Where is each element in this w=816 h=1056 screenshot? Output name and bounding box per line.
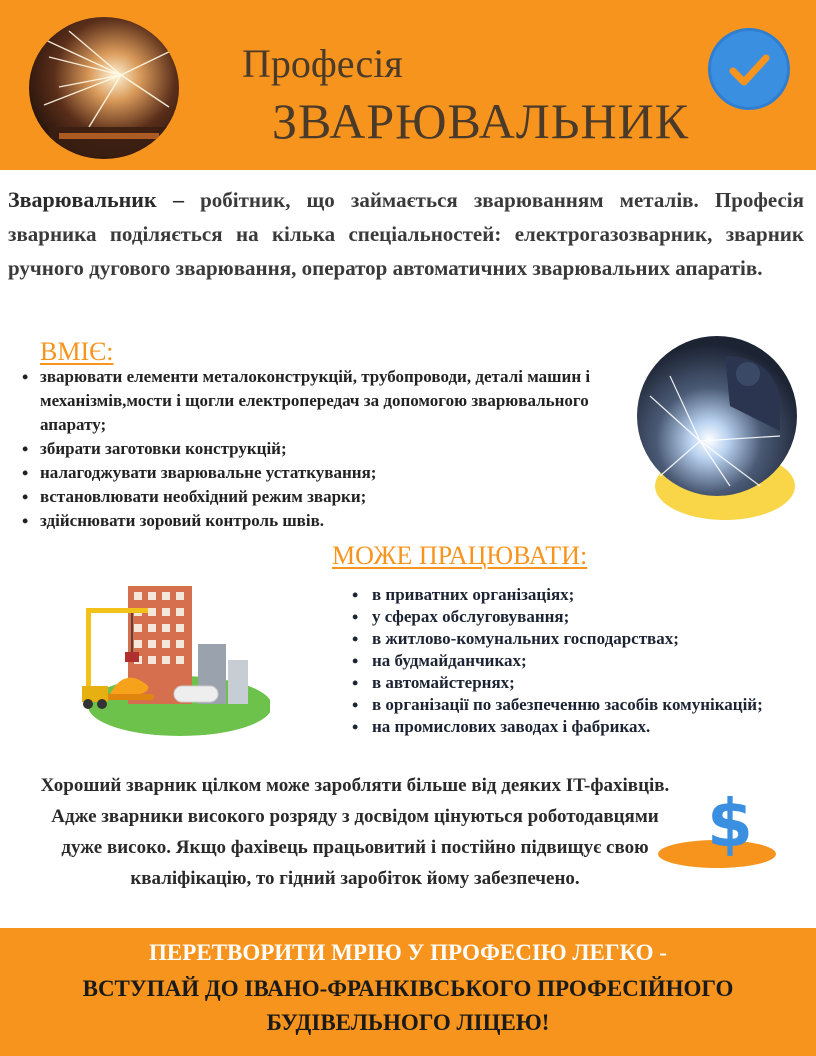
checkmark-glyph xyxy=(711,31,787,107)
footer-line-1: ПЕРЕТВОРИТИ МРІЮ У ПРОФЕСІЮ ЛЕГКО - xyxy=(149,940,667,965)
checkmark-icon xyxy=(708,28,790,110)
header-subtitle: Професія xyxy=(242,41,403,86)
list-item: • в житлово-комунальних господарствах; xyxy=(350,628,790,650)
work-list xyxy=(350,584,790,738)
list-item: • налагоджувати зварювальне устаткування; xyxy=(20,461,640,485)
footer-line-2: ВСТУПАЙ ДО ІВАНО-ФРАНКІВСЬКОГО ПРОФЕСІЙНОГО xyxy=(82,976,734,1001)
list-item: • в організації по забезпеченню засобів комунікацій; xyxy=(350,694,790,716)
list-item: • зварювати елементи металоконструкцій, трубопроводи, деталі машин і механізмів,мости і щогли електропередач за допомогою зварювального апарату; xyxy=(20,365,640,437)
welder-photo-art xyxy=(630,336,800,526)
list-item: • здійснювати зоровий контроль швів. xyxy=(20,509,640,533)
list-item: • на будмайданчиках; xyxy=(350,650,790,672)
dollar-art xyxy=(656,784,778,870)
footer-banner xyxy=(0,928,816,1056)
list-item: • на промислових заводах і фабриках. xyxy=(350,716,790,738)
salary-paragraph: Хороший зварник цілком може заробляти більше від деяких IT-фахівців. Адже зварники високого розряду з досвідом цінуються роботодавцями дуже високо. Якщо фахівець працьовитий і постійно підвищує свою кваліфікацію, то гідний заробіток йому забезпечено. xyxy=(40,775,670,889)
footer-line-3: БУДІВЕЛЬНОГО ЛІЦЕЮ! xyxy=(266,1010,550,1035)
list-item: • у сферах обслуговування; xyxy=(350,606,790,628)
list-item: • збирати заготовки конструкцій; xyxy=(20,437,640,461)
intro-lead: Зварювальник – xyxy=(8,187,184,212)
list-item: • встановлювати необхідний режим зварки; xyxy=(20,485,640,509)
skills-list xyxy=(20,365,640,533)
header-title: ЗВАРЮВАЛЬНИК xyxy=(272,93,690,149)
list-item: • в приватних організаціях; xyxy=(350,584,790,606)
intro-text: робітник, що займається зварюванням металів. Професія зварника поділяється на кілька спеціальностей: електрогазозварник, зварник ручного дугового зварювання, оператор автоматичних зварювальних апаратів. xyxy=(8,188,804,280)
construction-illustration xyxy=(70,574,270,750)
dollar-icon xyxy=(656,784,778,870)
list-item: • в автомайстернях; xyxy=(350,672,790,694)
welding-sparks-photo xyxy=(26,14,182,162)
header-banner xyxy=(0,0,816,170)
construction-art xyxy=(70,574,270,750)
work-heading: МОЖЕ ПРАЦЮВАТИ: xyxy=(332,541,588,570)
welder-photo xyxy=(630,336,800,526)
intro-paragraph xyxy=(8,183,804,285)
welding-photo-art xyxy=(29,17,182,162)
dollar-glyph: $ xyxy=(707,785,753,862)
skills-heading: ВМІЄ: xyxy=(40,337,114,366)
